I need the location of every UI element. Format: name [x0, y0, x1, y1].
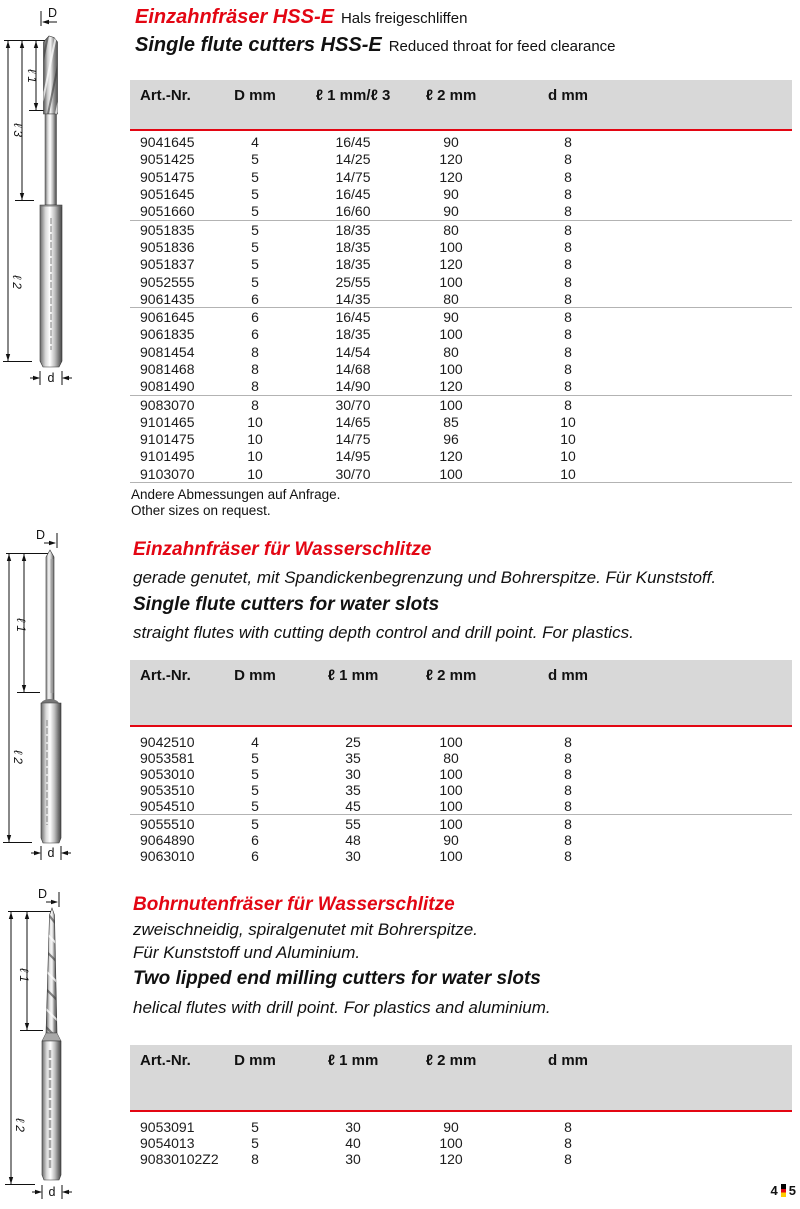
table-row — [130, 308, 792, 325]
table-cell: 8 — [564, 847, 572, 864]
arrow-right-icon — [51, 900, 58, 904]
table-row — [130, 168, 792, 185]
table-header-row — [130, 660, 792, 727]
table-cell: 4 — [251, 134, 259, 151]
table-cell: 25 — [345, 733, 361, 750]
table-header-row — [130, 1045, 792, 1112]
table-cell: 14/75 — [335, 168, 371, 185]
table-cell: 90 — [443, 831, 459, 848]
table-cell: 35 — [345, 782, 361, 799]
cutter-drawing-waterslot-single — [0, 525, 125, 870]
table-cell: 10 — [247, 465, 263, 482]
column-header: d mm — [547, 1052, 588, 1069]
spec-table-hsse — [130, 80, 792, 483]
table-cell: 9051645 — [140, 186, 195, 203]
table-cell: 8 — [564, 203, 572, 220]
table-cell: 9081490 — [140, 378, 195, 395]
table-cell: 100 — [439, 238, 463, 255]
section2-title-block — [133, 536, 716, 646]
table-cell: 30 — [345, 765, 361, 782]
german-flag-divider — [781, 1184, 786, 1197]
table-cell: 6 — [251, 290, 259, 307]
dim-label-l2: ℓ 2 — [10, 275, 24, 289]
page-number-right: 5 — [788, 1183, 796, 1198]
column-header: Art.-Nr. — [140, 1052, 191, 1069]
column-header: Art.-Nr. — [140, 667, 191, 684]
shank-section — [41, 703, 61, 843]
table-cell: 8 — [564, 168, 572, 185]
table-cell: 5 — [251, 1118, 259, 1135]
table-cell: 14/90 — [335, 378, 371, 395]
dim-label-D: D — [36, 528, 46, 542]
table-cell: 45 — [345, 798, 361, 815]
column-header: d mm — [547, 87, 588, 104]
column-header: ℓ 2 mm — [425, 87, 477, 104]
spec-table-waterslot-twolip — [130, 1045, 792, 1167]
table-cell: 6 — [251, 326, 259, 343]
table-cell: 9054013 — [140, 1134, 195, 1151]
table-cell: 9051835 — [140, 221, 195, 238]
table-body — [130, 727, 792, 865]
table-cell: 16/45 — [335, 186, 371, 203]
column-header: D mm — [234, 1052, 276, 1069]
table-header-row — [130, 80, 792, 131]
table-cell: 5 — [251, 168, 259, 185]
table-cell: 8 — [564, 238, 572, 255]
table-cell: 120 — [439, 168, 463, 185]
cutter-drawing-hsse — [0, 0, 125, 400]
table-cell: 9041645 — [140, 134, 195, 151]
table-cell: 8 — [564, 378, 572, 395]
section3-title-block — [133, 892, 551, 1022]
table-cell: 9053091 — [140, 1118, 195, 1135]
table-cell: 9051660 — [140, 203, 195, 220]
arrow-left-icon — [42, 20, 49, 24]
table-cell: 8 — [564, 815, 572, 832]
page-footer — [771, 1183, 796, 1198]
table-cell: 5 — [251, 151, 259, 168]
table-cell: 10 — [247, 431, 263, 448]
table-cell: 9054510 — [140, 798, 195, 815]
table-cell: 9061435 — [140, 290, 195, 307]
dim-label-d: d — [48, 1185, 56, 1199]
table-row — [130, 238, 792, 255]
table-row — [130, 1151, 792, 1167]
table-cell: 100 — [439, 1134, 463, 1151]
table-cell: 14/75 — [335, 431, 371, 448]
table-cell: 8 — [564, 765, 572, 782]
table-cell: 9055510 — [140, 815, 195, 832]
table-cell: 80 — [443, 290, 459, 307]
table-cell: 10 — [560, 465, 576, 482]
table-cell: 4 — [251, 733, 259, 750]
table-cell: 100 — [439, 815, 463, 832]
table-cell: 30 — [345, 1118, 361, 1135]
table-cell: 5 — [251, 798, 259, 815]
table-cell: 30 — [345, 847, 361, 864]
table-cell: 9053510 — [140, 782, 195, 799]
table-cell: 5 — [251, 1134, 259, 1151]
section3-desc-en: helical flutes with drill point. For plastics and aluminium. — [133, 998, 551, 1017]
section1-title-de: Einzahnfräser HSS-E — [135, 6, 334, 28]
table-cell: 9064890 — [140, 831, 195, 848]
table-row — [130, 448, 792, 465]
table-row — [130, 848, 792, 864]
table-cell: 18/35 — [335, 238, 371, 255]
section2-title-de: Einzahnfräser für Wasserschlitze — [133, 539, 432, 560]
section2-desc-en: straight flutes with cutting depth control and drill point. For plastics. — [133, 622, 634, 642]
section1-title-block — [135, 6, 616, 57]
column-header: ℓ 1 mm — [327, 667, 379, 684]
table-cell: 120 — [439, 378, 463, 395]
table-row — [130, 734, 792, 750]
section3-title-de: Bohrnutenfräser für Wasserschlitze — [133, 894, 455, 915]
flute-face — [51, 559, 54, 693]
note-en: Other sizes on request. — [131, 502, 271, 518]
table-cell: 14/68 — [335, 361, 371, 377]
table-cell: 6 — [251, 847, 259, 864]
table-cell: 10 — [560, 431, 576, 448]
table-cell: 30/70 — [335, 396, 371, 413]
table-cell: 8 — [564, 326, 572, 343]
table-row — [130, 326, 792, 343]
table-cell: 100 — [439, 847, 463, 864]
table-cell: 8 — [564, 1134, 572, 1151]
table-cell: 8 — [564, 1118, 572, 1135]
table-cell: 9052555 — [140, 273, 195, 290]
table-cell: 9081468 — [140, 361, 195, 377]
table-cell: 120 — [439, 1150, 463, 1167]
table-cell: 90 — [443, 134, 459, 151]
dim-label-l3: ℓ 3 — [11, 123, 25, 137]
table-cell: 9101465 — [140, 413, 195, 430]
shank-section — [42, 1041, 61, 1180]
table-cell: 9101475 — [140, 431, 195, 448]
table-row — [130, 221, 792, 238]
table-cell: 5 — [251, 782, 259, 799]
table-row — [130, 1135, 792, 1151]
table-row — [130, 134, 792, 151]
table-body — [130, 131, 792, 484]
column-header: ℓ 2 mm — [425, 667, 477, 684]
section1-title-en: Single flute cutters HSS-E — [135, 34, 382, 56]
table-cell: 8 — [251, 361, 259, 377]
table-cell: 16/45 — [335, 309, 371, 326]
table-cell: 100 — [439, 326, 463, 343]
page-number-left: 4 — [770, 1183, 778, 1198]
transition — [42, 1033, 61, 1041]
table-cell: 9051836 — [140, 238, 195, 255]
section2-desc-de: gerade genutet, mit Spandickenbegrenzung und Bohrerspitze. Für Kunststoff. — [133, 567, 717, 587]
table-cell: 14/65 — [335, 413, 371, 430]
table-cell: 9053010 — [140, 765, 195, 782]
table-cell: 5 — [251, 221, 259, 238]
table-row — [130, 360, 792, 377]
section3-desc-de-2: Für Kunststoff und Aluminium. — [133, 943, 361, 962]
spec-table-waterslot-single — [130, 660, 792, 864]
table-cell: 35 — [345, 749, 361, 766]
table-row — [130, 273, 792, 290]
table-cell: 9063010 — [140, 847, 195, 864]
table-cell: 9042510 — [140, 733, 195, 750]
table-cell: 14/25 — [335, 151, 371, 168]
table-cell: 40 — [345, 1134, 361, 1151]
table-cell: 100 — [439, 361, 463, 377]
table-cell: 8 — [564, 396, 572, 413]
table-cell: 55 — [345, 815, 361, 832]
section1-subtitle-en: Reduced throat for feed clearance — [388, 38, 616, 55]
table-cell: 8 — [564, 782, 572, 799]
table-cell: 30/70 — [335, 465, 371, 482]
table-cell: 9051837 — [140, 256, 195, 273]
table-cell: 16/60 — [335, 203, 371, 220]
column-header: Art.-Nr. — [140, 87, 191, 104]
table-row — [130, 1119, 792, 1135]
table-cell: 5 — [251, 815, 259, 832]
table-row — [130, 185, 792, 202]
table-cell: 8 — [564, 221, 572, 238]
table-cell: 18/35 — [335, 256, 371, 273]
table-row — [130, 766, 792, 782]
table-cell: 8 — [564, 186, 572, 203]
table-row — [130, 832, 792, 848]
table-row — [130, 815, 792, 831]
table-cell: 120 — [439, 448, 463, 465]
table-cell: 8 — [564, 309, 572, 326]
table-cell: 8 — [564, 361, 572, 377]
table-cell: 8 — [564, 749, 572, 766]
table-row — [130, 256, 792, 273]
dim-label-D: D — [38, 887, 48, 901]
column-header: ℓ 2 mm — [425, 1052, 477, 1069]
table-cell: 90830102Z2 — [140, 1150, 219, 1167]
table-row — [130, 203, 792, 221]
table-cell: 8 — [564, 831, 572, 848]
column-header: ℓ 1 mm — [327, 1052, 379, 1069]
table-row — [130, 378, 792, 396]
dim-label-l1: ℓ 1 — [14, 618, 28, 632]
table-cell: 5 — [251, 749, 259, 766]
table-cell: 9103070 — [140, 465, 195, 482]
table-cell: 14/35 — [335, 290, 371, 307]
table-row — [130, 750, 792, 766]
table-cell: 9061645 — [140, 309, 195, 326]
table-cell: 5 — [251, 238, 259, 255]
table-cell: 5 — [251, 203, 259, 220]
section2-title-en: Single flute cutters for water slots — [133, 594, 440, 615]
dim-label-D: D — [48, 6, 58, 20]
table-row — [130, 413, 792, 430]
table-cell: 85 — [443, 413, 459, 430]
table-cell: 9051425 — [140, 151, 195, 168]
table-cell: 8 — [251, 378, 259, 395]
table-cell: 8 — [251, 396, 259, 413]
table-cell: 6 — [251, 309, 259, 326]
table-cell: 8 — [251, 343, 259, 360]
table-cell: 8 — [564, 151, 572, 168]
table-notes — [131, 487, 340, 518]
table-cell: 80 — [443, 749, 459, 766]
table-cell: 8 — [564, 343, 572, 360]
dim-label-l2: ℓ 2 — [13, 1118, 27, 1132]
table-cell: 10 — [560, 413, 576, 430]
table-cell: 100 — [439, 465, 463, 482]
table-cell: 9083070 — [140, 396, 195, 413]
table-cell: 100 — [439, 765, 463, 782]
column-header: d mm — [547, 667, 588, 684]
table-cell: 100 — [439, 782, 463, 799]
table-cell: 48 — [345, 831, 361, 848]
table-cell: 100 — [439, 273, 463, 290]
column-header: D mm — [234, 667, 276, 684]
arrow-right-icon — [49, 541, 56, 545]
neck-section — [45, 114, 57, 205]
table-cell: 30 — [345, 1150, 361, 1167]
table-cell: 9081454 — [140, 343, 195, 360]
table-row — [130, 290, 792, 308]
dim-label-l2: ℓ 2 — [11, 750, 25, 764]
table-cell: 80 — [443, 343, 459, 360]
section1-subtitle-de: Hals freigeschliffen — [340, 10, 468, 27]
table-cell: 90 — [443, 203, 459, 220]
cutter-drawing-waterslot-twolip — [0, 885, 125, 1209]
table-cell: 10 — [560, 448, 576, 465]
table-cell: 100 — [439, 733, 463, 750]
note-de: Andere Abmessungen auf Anfrage. — [131, 487, 341, 502]
table-cell: 5 — [251, 186, 259, 203]
table-row — [130, 782, 792, 798]
table-cell: 16/45 — [335, 134, 371, 151]
table-row — [130, 431, 792, 448]
table-cell: 10 — [247, 413, 263, 430]
table-cell: 8 — [564, 273, 572, 290]
table-cell: 120 — [439, 151, 463, 168]
table-row — [130, 151, 792, 168]
table-cell: 8 — [564, 798, 572, 815]
dim-label-l1: ℓ 1 — [25, 69, 39, 83]
table-cell: 8 — [564, 134, 572, 151]
table-row — [130, 465, 792, 483]
table-cell: 8 — [564, 256, 572, 273]
table-cell: 18/35 — [335, 221, 371, 238]
dim-label-l1: ℓ 1 — [17, 968, 31, 982]
table-cell: 8 — [564, 733, 572, 750]
table-cell: 14/95 — [335, 448, 371, 465]
table-cell: 14/54 — [335, 343, 371, 360]
table-cell: 9101495 — [140, 448, 195, 465]
table-cell: 120 — [439, 256, 463, 273]
table-cell: 80 — [443, 221, 459, 238]
dim-label-d: d — [47, 846, 55, 860]
table-cell: 8 — [564, 1150, 572, 1167]
column-header: D mm — [234, 87, 276, 104]
table-cell: 90 — [443, 309, 459, 326]
column-header: ℓ 1 mm/ℓ 3 — [315, 87, 391, 104]
table-row — [130, 798, 792, 815]
table-cell: 18/35 — [335, 326, 371, 343]
table-cell: 90 — [443, 186, 459, 203]
table-cell: 25/55 — [335, 273, 371, 290]
section3-desc-de-1: zweischneidig, spiralgenutet mit Bohrerspitze. — [133, 920, 478, 939]
table-cell: 9051475 — [140, 168, 195, 185]
table-cell: 8 — [564, 290, 572, 307]
table-row — [130, 396, 792, 413]
table-cell: 100 — [439, 396, 463, 413]
table-cell: 5 — [251, 256, 259, 273]
table-cell: 5 — [251, 273, 259, 290]
table-cell: 8 — [251, 1150, 259, 1167]
table-cell: 9061835 — [140, 326, 195, 343]
table-row — [130, 343, 792, 360]
table-body — [130, 1112, 792, 1168]
table-cell: 6 — [251, 831, 259, 848]
table-cell: 100 — [439, 798, 463, 815]
table-cell: 90 — [443, 1118, 459, 1135]
dim-label-d: d — [47, 371, 55, 385]
table-cell: 96 — [443, 431, 459, 448]
table-cell: 9053581 — [140, 749, 195, 766]
table-cell: 5 — [251, 765, 259, 782]
section3-title-en: Two lipped end milling cutters for water slots — [133, 968, 541, 989]
table-cell: 10 — [247, 448, 263, 465]
